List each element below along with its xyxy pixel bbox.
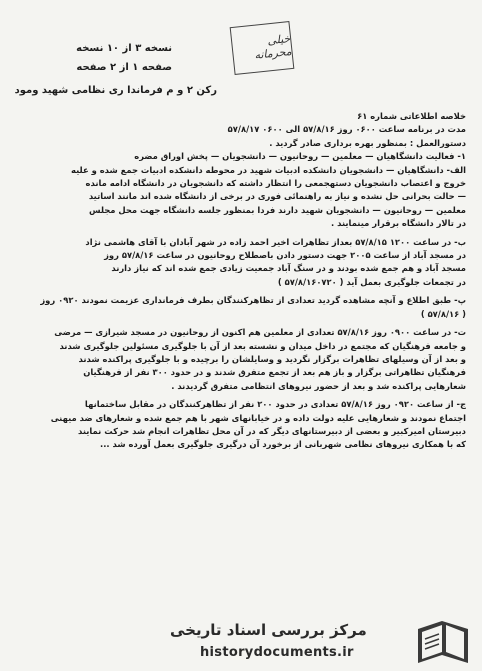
body-line: الف- دانشگاهیان — دانشجویان دانشکده ادبیات شهید در محوطه دانشکده ادبیات جمع شده و علیه xyxy=(71,164,466,175)
document-body xyxy=(18,110,466,452)
copy-number: نسخه ۳ از ۱۰ نسخه xyxy=(76,43,172,54)
body-line: معلمین — روحانیون — دانشجویان شهید دارند فردا بمنظور جلسه دانشگاه جهت محل مجلس xyxy=(88,204,466,215)
archive-brand: مرکز بررسی اسناد تاریخی xyxy=(170,621,367,639)
body-line: و بعد از آن وسیلهای تظاهرات برگزار نگردید و وسایلشان را برچیده و با جلوگیری پراکنده شدند xyxy=(78,353,466,364)
stamp-text: خیلی محرمانه xyxy=(253,32,293,62)
period-line: مدت در برنامه ساعت ۰۶۰۰ روز ۵۷/۸/۱۶ الی ۰۶۰۰ ۵۷/۸/۱۷ xyxy=(227,124,466,135)
body-line: دبیرستان امیرکبیر و بعضی از دبیرستانهای دیگر که در آن محل تظاهرات انجام شد حرکت نمایند xyxy=(78,425,466,436)
archive-url[interactable]: historydocuments.ir xyxy=(200,645,354,660)
body-line: ت- در ساعت ۰۹۰۰ روز ۵۷/۸/۱۶ تعدادی از معلمین هم اکنون از روحانیون در مسجد شیرازی — مرضی xyxy=(54,327,466,338)
body-line: خروج و اعتصاب دانشجویان دستهجمعی را انتظار داشته که دانشجویان در دانشگاه ادامه مانده xyxy=(85,178,466,189)
watermark-footer xyxy=(0,615,482,671)
office-line: رکن ۲ و م فرماندا ری نظامی شهید ومود xyxy=(14,85,217,96)
body-line: ب- در ساعت ۱۲۰۰ ۵۷/۸/۱۵ بعداز تظاهرات اخیر احمد زاده در شهر آبادان با آقای هاشمی نژاد xyxy=(85,236,466,247)
body-line: مسجد آباد و هم جمع شده بودند و در سنگ آباد جمعیت زیادی جمع شده اند که نیاز دارند xyxy=(111,263,466,274)
body-line: در مسجد آباد از ساعت ۲۰۰۵ جهت دستور دادن باصطلاح روحانیون در ساعت ۵۷/۸/۱۶ روز xyxy=(104,250,466,261)
body-line: شعارهایی پراکنده شد و بعد از حضور نیروهای انتظامی متفرق گردیدند . xyxy=(171,380,466,391)
body-line: ج- از ساعت ۰۹۲۰ روز ۵۷/۸/۱۶ تعدادی در حدود ۲۰۰ نفر از تظاهرکنندگان در مقابل ساختمانها xyxy=(84,399,466,410)
body-line: در تالار دانشگاه برقرار مینمایند . xyxy=(331,218,466,229)
body-line: ( ۵۷/۸/۱۶ ) xyxy=(420,308,466,319)
body-line: — حالت بحرانی حل نشده و نیاز به راهنمائی فوری در برخی از دانشگاه شده اند مانند اساتید xyxy=(88,191,466,202)
body-line: که با همکاری نیروهای نظامی شهربانی از برخورد آن درگیری جلوگیری بعمل آورده شد ... xyxy=(100,439,466,450)
body-line: در تجمعات جلوگیری بعمل آید ( ۵۷/۸/۱۶۰۷۲۰ ) xyxy=(277,276,466,287)
section-heading: ۱- فعالیت دانشگاهیان — معلمین — روحانیون — دانشجویان — پخش اوراق مضره xyxy=(134,151,466,162)
classification-stamp xyxy=(230,21,295,75)
book-logo-icon xyxy=(412,615,474,671)
body-line: فرهنگیان تظاهراتی برگزار و باز هم بعد از تجمع متفرق شدند و در حدود ۳۰۰ نفر از فرهنگیان xyxy=(83,367,466,378)
summary-title: خلاصه اطلاعاتی شماره ۶۱ xyxy=(357,111,466,121)
body-line: پ- طبق اطلاع و آنچه مشاهده گردید تعدادی از تظاهرکنندگان بطرف فرمانداری عزیمت نمودند ۰۹۲۰ روز xyxy=(40,295,466,306)
instruction-line: دستورالعمل : بمنظور بهره برداری صادر گردید . xyxy=(269,137,466,148)
body-line: و جامعه فرهنگیان که مجتمع در داخل میدان و نشسته بعد از آن با جلوگیری مسئولین جلوگیری شدند xyxy=(59,340,466,351)
page-number: صفحه ۱ از ۲ صفحه xyxy=(76,62,172,73)
body-line: اجتماع نمودند و شعارهایی علیه دولت داده و در خیابانهای شهر با هم جمع شده و شعارهای ضد میهنی xyxy=(50,412,466,423)
